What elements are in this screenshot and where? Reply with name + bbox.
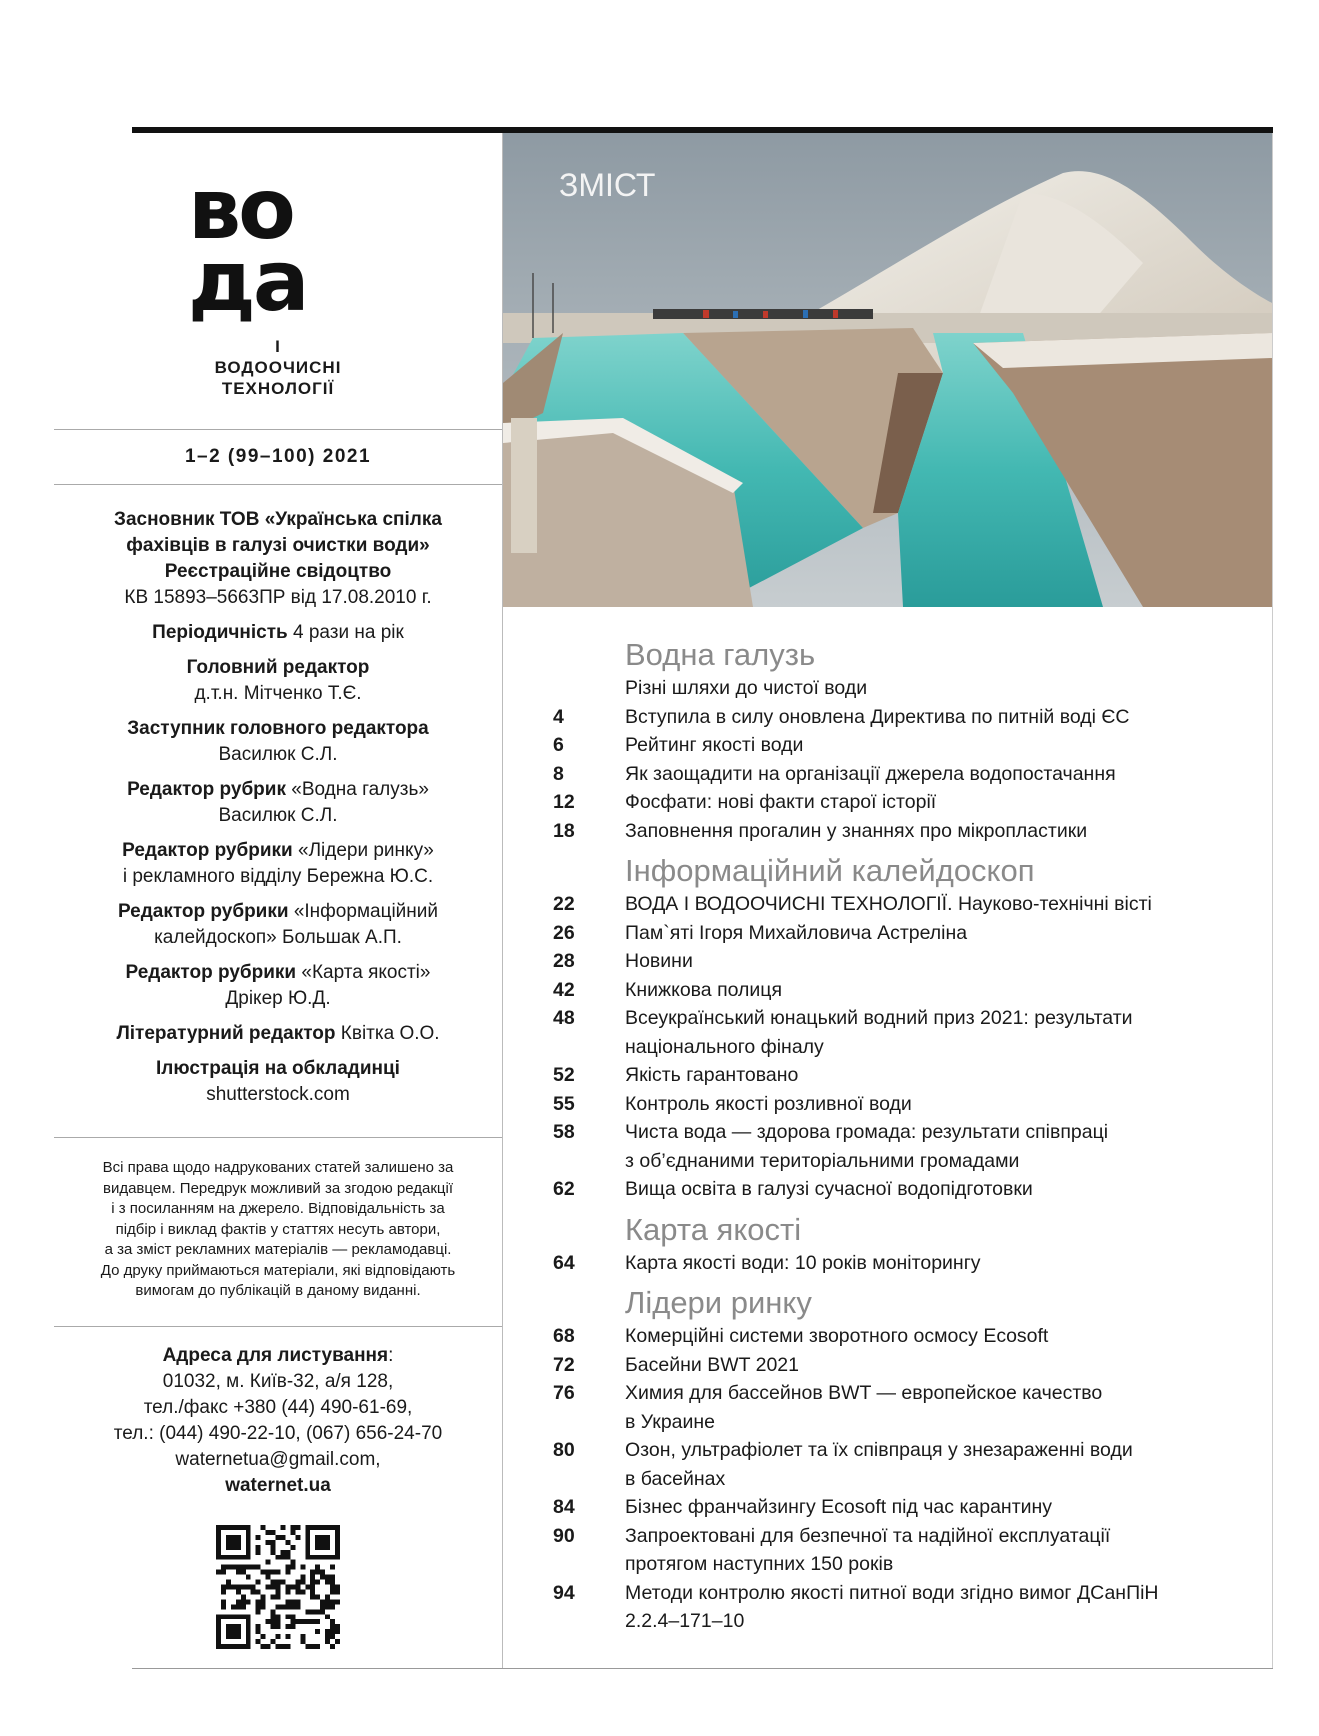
toc-entry-text: Різні шляхи до чистої води — [625, 677, 868, 699]
editorial-credits — [54, 485, 502, 1137]
masthead — [54, 133, 502, 429]
toc-page-number: 4 — [553, 705, 564, 728]
toc-entry-text: ВОДА І ВОДООЧИСНІ ТЕХНОЛОГІЇ. Науково-технічні вісті — [625, 893, 1152, 915]
toc-entries — [503, 890, 1272, 1204]
toc-entry-text: Якість гарантовано — [625, 1064, 799, 1086]
toc-section-market-leaders — [503, 1284, 1272, 1636]
imprint-column — [54, 133, 502, 1649]
toc-entry-text: Чиста вода — здорова громада: результати співпраці з об’єднаними територіальними громадами — [625, 1121, 1109, 1172]
toc-page-number: 55 — [553, 1092, 575, 1115]
toc-page-number: 42 — [553, 978, 575, 1001]
toc-entry-text: Вступила в силу оновлена Директива по питній воді ЄС — [625, 705, 1130, 728]
logo-subtitle-line: І — [275, 337, 281, 356]
section-title: Водна галузь — [625, 637, 816, 672]
toc-entry[interactable] — [503, 703, 1272, 732]
toc-page-number: 76 — [553, 1382, 575, 1404]
toc-page-number: 8 — [553, 762, 564, 785]
table-of-contents — [503, 636, 1272, 1636]
toc-entry[interactable] — [503, 1522, 1272, 1579]
toc-entry[interactable] — [503, 760, 1272, 789]
toc-entry[interactable] — [503, 1579, 1272, 1636]
rubric-editor-info-kaleidoscope: Редактор рубрики «Інформаційний калейдоскоп» Большак А.П. — [117, 901, 439, 948]
rubric-editor-water-industry: Редактор рубрик «Водна галузь» Василюк С.Л. — [127, 779, 429, 826]
toc-entry-text: Новини — [625, 950, 693, 972]
toc-section-info-kaleidoscope — [503, 852, 1272, 1204]
toc-entry[interactable] — [503, 976, 1272, 1005]
logo-subtitle-line: ВОДООЧИСНІ — [214, 358, 342, 377]
cover-photo — [503, 133, 1272, 607]
deputy-editor: Заступник головного редактора Василюк С.Л. — [127, 718, 429, 765]
toc-entry-text: Комерційні системи зворотного осмосу Ecosoft — [625, 1325, 1049, 1347]
toc-page-number: 94 — [553, 1581, 575, 1604]
toc-entry-text: Пам`яті Ігоря Михайловича Астреліна — [625, 921, 968, 944]
contents-heading: ЗМІСТ — [559, 167, 656, 203]
qr-code-icon — [216, 1525, 340, 1649]
rubric-editor-market-leaders: Редактор рубрики «Лідери ринку» і рекламного відділу Бережна Ю.С. — [122, 840, 434, 887]
toc-entry[interactable] — [503, 1493, 1272, 1522]
chief-editor: Головний редактор д.т.н. Мітченко Т.Є. — [186, 657, 370, 704]
cover-illustration-credit: Ілюстрація на обкладинці shutterstock.com — [156, 1058, 400, 1105]
toc-entry[interactable] — [503, 890, 1272, 919]
toc-page-number: 80 — [553, 1439, 575, 1461]
toc-entry-text: Як заощадити на організації джерела водопостачання — [625, 762, 1116, 785]
toc-entries — [503, 703, 1272, 846]
toc-entry[interactable] — [503, 1379, 1272, 1436]
toc-section-water-industry — [503, 636, 1272, 845]
right-border — [1272, 133, 1273, 1668]
toc-entry-text: Бізнес франчайзингу Ecosoft під час карантину — [625, 1496, 1053, 1518]
toc-page-number: 68 — [553, 1325, 575, 1347]
toc-entry-text: Химия для бассейнов BWT — европейское качество в Украине — [625, 1382, 1103, 1433]
toc-entry[interactable] — [503, 1322, 1272, 1351]
toc-page-number: 52 — [553, 1064, 575, 1086]
toc-entry[interactable] — [503, 1351, 1272, 1380]
toc-entry[interactable] — [503, 731, 1272, 760]
toc-entry-text: Рейтинг якості води — [625, 734, 804, 756]
toc-entry[interactable] — [503, 1004, 1272, 1061]
section-title: Лідери ринку — [625, 1285, 812, 1320]
periodicity: Періодичність 4 рази на рік — [152, 622, 404, 643]
toc-page-number: 28 — [553, 950, 575, 972]
toc-page-number: 12 — [553, 791, 575, 813]
toc-page-number: 64 — [553, 1251, 575, 1274]
toc-page-number: 58 — [553, 1121, 575, 1143]
toc-entry[interactable] — [503, 947, 1272, 976]
toc-page-number: 90 — [553, 1524, 575, 1547]
toc-section-quality-map — [503, 1211, 1272, 1278]
toc-entries — [503, 1322, 1272, 1636]
toc-page-number: 48 — [553, 1007, 575, 1029]
founder: Засновник ТОВ «Українська спілка фахівців в галузі очистки води» Реєстраційне свідоцтво КВ 15893–5663ПР від 17.08.2010 г. — [114, 509, 442, 608]
toc-entry[interactable] — [503, 1249, 1272, 1278]
toc-entry[interactable] — [503, 1436, 1272, 1493]
logo-subtitle-line: ТЕХНОЛОГІЇ — [221, 379, 335, 398]
toc-page-number: 18 — [553, 819, 575, 842]
toc-entry-text: Карта якості води: 10 років моніторингу — [625, 1251, 981, 1274]
toc-entries — [503, 1249, 1272, 1278]
toc-entry[interactable] — [503, 1118, 1272, 1175]
literary-editor: Літературний редактор Квітка О.О. — [116, 1023, 440, 1044]
toc-entry-text: Всеукраїнський юнацький водний приз 2021: результати національного фіналу — [625, 1007, 1133, 1058]
toc-page-number: 22 — [553, 893, 575, 915]
bottom-rule — [132, 1668, 1273, 1669]
email-link[interactable]: waternetua@gmail.com, — [175, 1448, 381, 1470]
section-title: Інформаційний калейдоскоп — [625, 853, 1035, 888]
logo-line-2: да — [188, 232, 307, 330]
toc-entry-text: Книжкова полиця — [625, 978, 783, 1001]
toc-entry-text: Фосфати: нові факти старої історії — [625, 791, 937, 813]
rubric-editor-quality-map: Редактор рубрики «Карта якості» Дрікер Ю.Д. — [125, 962, 431, 1009]
toc-page-number: 6 — [553, 734, 564, 756]
salt-canal-photo — [503, 133, 1272, 607]
toc-entry-text: Методи контролю якості питної води згідно вимог ДСанПіН 2.2.4–171–10 — [625, 1581, 1159, 1632]
toc-entry[interactable] — [503, 1175, 1272, 1204]
toc-entry[interactable] — [503, 1061, 1272, 1090]
logo-subtitle — [54, 336, 502, 399]
toc-page-number: 62 — [553, 1178, 575, 1200]
toc-entry-text: Вища освіта в галузі сучасної водопідготовки — [625, 1178, 1033, 1200]
toc-page-number: 72 — [553, 1353, 575, 1376]
toc-entry[interactable] — [503, 788, 1272, 817]
toc-entry-text: Заповнення прогалин у знаннях про мікропластики — [625, 819, 1088, 842]
copyright-notice: Всі права щодо надрукованих статей залишено за видавцем. Передрук можливий за згодою редакції і з посиланням на джерело. Відповідальність за підбір і виклад фактів у статтях несуть автори, а за зміст рекламних матеріалів — рекламодавці. До друку приймаються матеріали, які відповідають вимогам до публікацій в даному виданні. — [100, 1159, 456, 1299]
toc-entry-text: Запроектовані для безпечної та надійної експлуатації протягом наступних 150 років — [625, 1524, 1111, 1575]
toc-page-number: 26 — [553, 921, 575, 944]
logo-line-1: во — [188, 160, 293, 258]
toc-entry[interactable] — [503, 674, 1272, 703]
magazine-logo — [188, 160, 307, 330]
section-title: Карта якості — [625, 1211, 802, 1247]
toc-entry-text: Озон, ультрафіолет та їх співпраця у знезараженні води в басейнах — [625, 1439, 1133, 1490]
toc-entry-text: Контроль якості розливної води — [625, 1092, 912, 1115]
website-link[interactable]: waternet.ua — [225, 1474, 331, 1496]
toc-entry[interactable] — [503, 919, 1272, 948]
toc-page-number: 84 — [553, 1496, 575, 1518]
mailing-address: Адреса для листування: 01032, м. Київ-32, а/я 128, тел./факс +380 (44) 490-61-69, тел.: (044) 490-22-10, (067) 656-24-70 waternetua@gmail.com, waternet.ua — [54, 1327, 502, 1499]
issue-number: 1–2 (99–100) 2021 — [184, 446, 372, 467]
toc-entry[interactable] — [503, 817, 1272, 846]
toc-entry-text: Басейни BWT 2021 — [625, 1353, 799, 1376]
toc-entry[interactable] — [503, 1090, 1272, 1119]
